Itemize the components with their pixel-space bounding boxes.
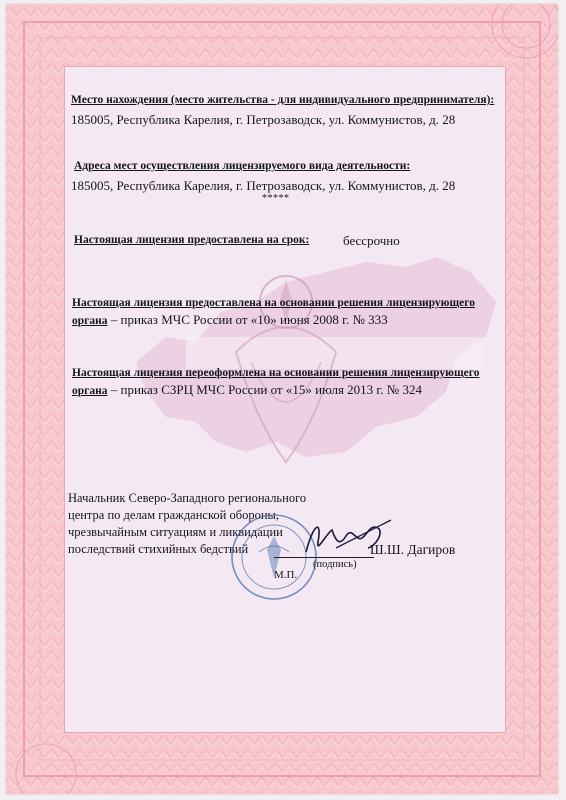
signatory-line-4: последствий стихийных бедствий [68, 542, 249, 556]
signatory-line-3: чрезвычайным ситуациям и ликвидации [68, 525, 283, 539]
location-heading: Место нахождения (место жительства - для индивидуального предпринимателя): [71, 94, 495, 106]
separator-stars: ***** [262, 193, 290, 204]
reissue-heading-line1: Настоящая лицензия переоформлена на основании решения лицензирующего [72, 367, 480, 379]
signature-caption: (подпись) [313, 559, 357, 570]
seal-caption: М.П. [274, 569, 298, 581]
basis-heading-line2: органа [72, 315, 108, 327]
basis-value: – приказ МЧС России от «10» июня 2008 г. № 333 [107, 312, 388, 327]
signatory-name: Ш.Ш. Дагиров [370, 542, 456, 557]
activity-addresses-value: 185005, Республика Карелия, г. Петрозаводск, ул. Коммунистов, д. 28 [71, 178, 456, 193]
reissue-value: – приказ СЗРЦ МЧС России от «15» июля 2013 г. № 324 [107, 382, 422, 397]
basis-heading-line1: Настоящая лицензия предоставлена на основании решения лицензирующего [72, 297, 475, 309]
term-value: бессрочно [343, 233, 400, 248]
reissue-line2 [72, 382, 422, 398]
signature-line [274, 557, 374, 558]
activity-addresses-heading: Адреса мест осуществления лицензируемого вида деятельности: [74, 160, 411, 172]
signatory-line-2: центра по делам гражданской обороны, [68, 508, 280, 522]
location-value: 185005, Республика Карелия, г. Петрозаводск, ул. Коммунистов, д. 28 [71, 112, 456, 127]
license-page [6, 4, 558, 794]
term-heading: Настоящая лицензия предоставлена на срок: [74, 234, 310, 246]
reissue-heading-line2: органа [72, 385, 108, 397]
basis-line2 [72, 312, 388, 328]
signatory-line-1: Начальник Северо-Западного регионального [68, 491, 307, 505]
